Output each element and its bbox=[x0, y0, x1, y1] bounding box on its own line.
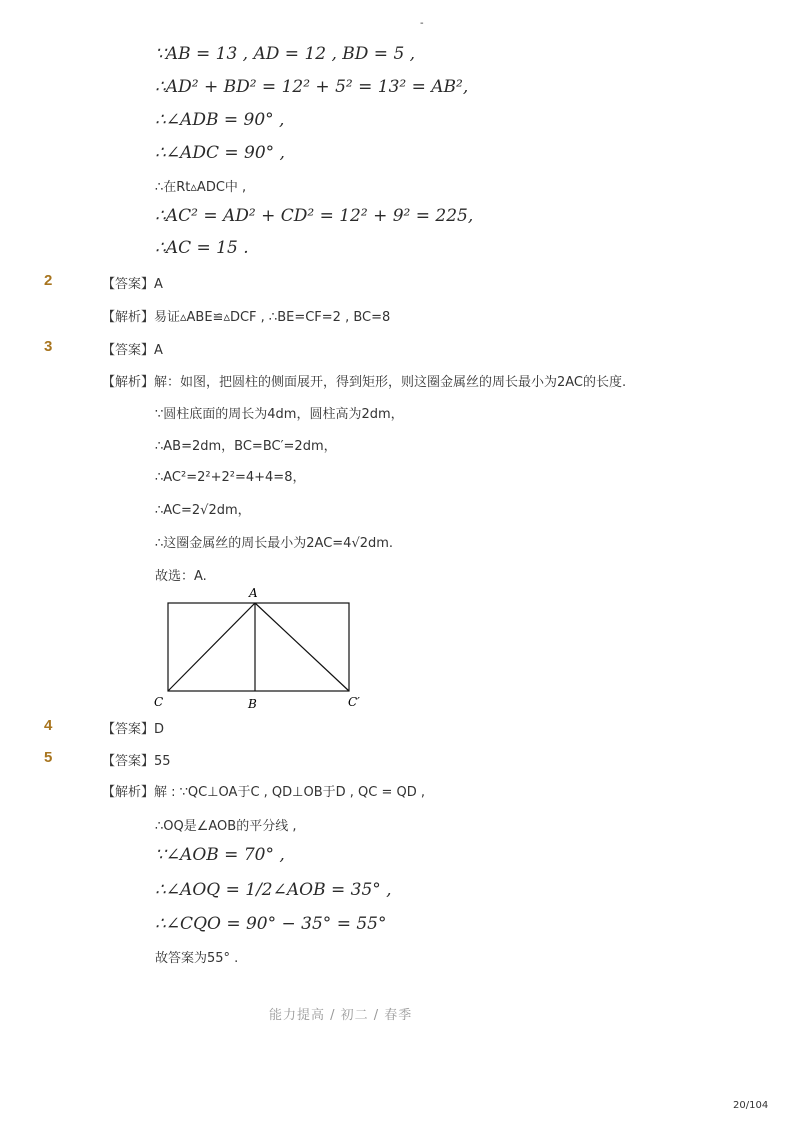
segment-AC-prime bbox=[255, 603, 349, 691]
q5-line-3: ∴∠AOQ = 1/2∠AOB = 35° , bbox=[155, 880, 392, 900]
label-C: C bbox=[154, 695, 164, 709]
q3-number: 3 bbox=[44, 338, 53, 355]
q1-line-5: ∴在Rt▵ADC中 , bbox=[155, 180, 247, 195]
label-C-prime: C′ bbox=[348, 695, 360, 709]
q3-line-2: ∴AB=2dm，BC=BC′=2dm， bbox=[155, 439, 337, 454]
q5-line-5: 故答案为55° . bbox=[155, 951, 239, 966]
q5-answer: 【答案】55 bbox=[102, 754, 171, 769]
rectangle bbox=[168, 603, 349, 691]
q3-line-5: ∴这圈金属丝的周长最小为2AC=4√2dm. bbox=[155, 536, 394, 551]
q3-line-3: ∴AC²=2²+2²=4+4=8， bbox=[155, 470, 306, 485]
q2-analysis: 【解析】易证▵ABE≌▵DCF , ∴BE=CF=2 , BC=8 bbox=[102, 310, 391, 325]
cylinder-unfold-diagram bbox=[150, 582, 370, 712]
q3-line-1: ∵圆柱底面的周长为4dm，圆柱高为2dm， bbox=[155, 407, 404, 422]
q5-line-1: ∴OQ是∠AOB的平分线 , bbox=[155, 819, 297, 834]
q2-answer: 【答案】A bbox=[102, 277, 163, 292]
q4-answer: 【答案】D bbox=[102, 722, 165, 737]
label-A: A bbox=[249, 586, 258, 600]
q1-line-3: ∴∠ADB = 90° , bbox=[155, 110, 285, 130]
q1-line-6: ∴AC² = AD² + CD² = 12² + 9² = 225, bbox=[155, 206, 474, 226]
q1-line-2: ∴AD² + BD² = 12² + 5² = 13² = AB², bbox=[155, 77, 469, 97]
segment-AC bbox=[168, 603, 255, 691]
q5-analysis: 【解析】解 : ∵QC⊥OA于C , QD⊥OB于D , QC = QD , bbox=[102, 785, 426, 800]
q3-line-4: ∴AC=2√2dm， bbox=[155, 503, 251, 518]
label-B: B bbox=[248, 697, 257, 711]
q5-number: 5 bbox=[44, 749, 53, 766]
header-mark: - bbox=[420, 18, 424, 29]
q1-line-4: ∴∠ADC = 90° , bbox=[155, 143, 285, 163]
q4-number: 4 bbox=[44, 717, 53, 734]
q1-line-1: ∵AB = 13 , AD = 12 , BD = 5 , bbox=[155, 44, 416, 64]
q3-answer: 【答案】A bbox=[102, 343, 163, 358]
page-number: 20/104 bbox=[733, 1100, 769, 1111]
q5-line-2: ∵∠AOB = 70° , bbox=[155, 845, 285, 865]
q3-analysis: 【解析】解：如图，把圆柱的侧面展开，得到矩形，则这圈金属丝的周长最小为2AC的长度. bbox=[102, 375, 627, 390]
q5-line-4: ∴∠CQO = 90° − 35° = 55° bbox=[155, 914, 387, 934]
q1-line-7: ∴AC = 15 . bbox=[155, 238, 249, 258]
q3-line-6: 故选：A. bbox=[155, 569, 207, 584]
q2-number: 2 bbox=[44, 272, 53, 289]
footer-course: 能力提高 / 初二 / 春季 bbox=[269, 1008, 413, 1023]
